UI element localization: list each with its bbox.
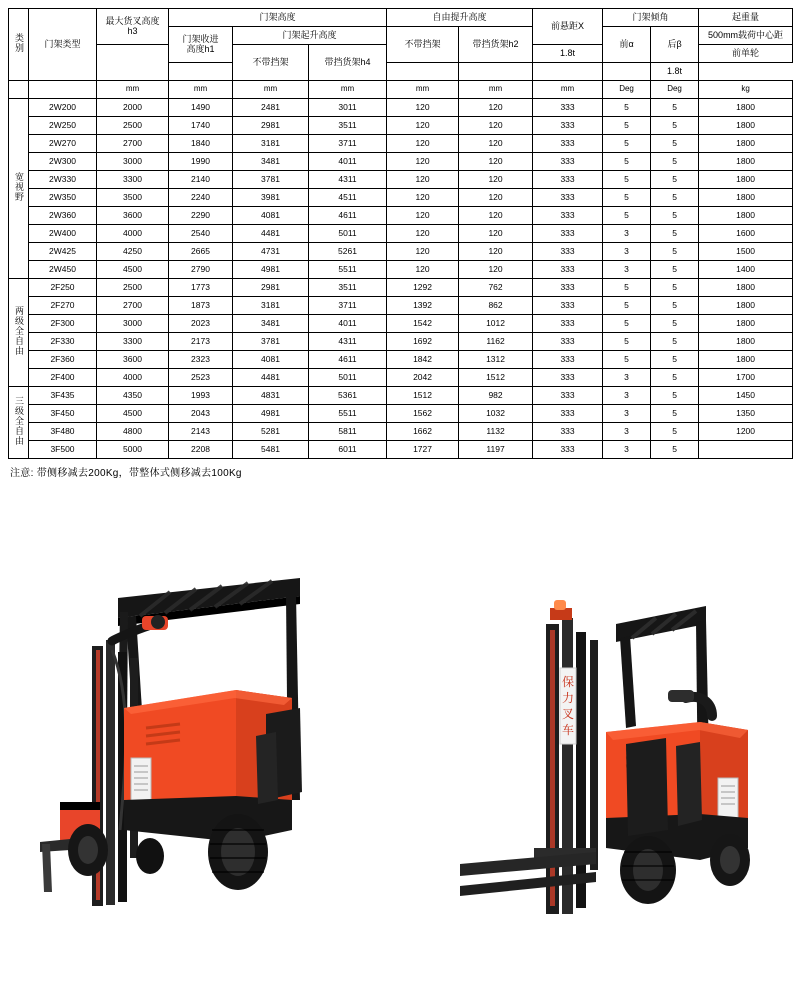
cell-free-no-guard: 1727 — [387, 441, 459, 459]
th-capacity-load-center: 500mm载荷中心距 — [699, 27, 793, 45]
cell-free-with-guard: 120 — [459, 153, 533, 171]
cell-h3: 3000 — [97, 153, 169, 171]
cell-capacity: 1800 — [699, 333, 793, 351]
cell-free-with-guard: 120 — [459, 243, 533, 261]
cell-h1: 2143 — [169, 423, 233, 441]
cell-h1: 2208 — [169, 441, 233, 459]
cell-mast-type: 2W270 — [29, 135, 97, 153]
cell-h3: 4350 — [97, 387, 169, 405]
units-row — [9, 81, 793, 99]
cell-lift-no-guard: 2481 — [233, 99, 309, 117]
cell-tilt-back: 5 — [651, 117, 699, 135]
cell-capacity: 1800 — [699, 279, 793, 297]
cell-tilt-front: 5 — [603, 207, 651, 225]
cell-free-no-guard: 1692 — [387, 333, 459, 351]
cell-tilt-back: 5 — [651, 297, 699, 315]
cell-tilt-front: 5 — [603, 333, 651, 351]
cell-lift-with-guard: 3711 — [309, 135, 387, 153]
cell-h1: 1773 — [169, 279, 233, 297]
table-row — [9, 369, 793, 387]
cell-mast-type: 2F330 — [29, 333, 97, 351]
cell-tilt-front: 5 — [603, 99, 651, 117]
table-row — [9, 387, 793, 405]
cell-free-no-guard: 120 — [387, 207, 459, 225]
unit-lift-with-guard: mm — [309, 81, 387, 99]
cell-h3: 3000 — [97, 315, 169, 333]
cell-lift-no-guard: 4481 — [233, 369, 309, 387]
cell-tilt-back: 5 — [651, 387, 699, 405]
cell-tilt-front: 5 — [603, 153, 651, 171]
cell-tilt-front: 3 — [603, 387, 651, 405]
cell-lift-with-guard: 5011 — [309, 369, 387, 387]
cell-h1: 2790 — [169, 261, 233, 279]
cell-tilt-front: 3 — [603, 423, 651, 441]
cell-h1: 2023 — [169, 315, 233, 333]
cell-overhang: 333 — [533, 387, 603, 405]
cell-h3: 4000 — [97, 369, 169, 387]
cell-lift-no-guard: 4081 — [233, 351, 309, 369]
cell-tilt-back: 5 — [651, 333, 699, 351]
cell-lift-no-guard: 4481 — [233, 225, 309, 243]
cell-lift-no-guard: 3781 — [233, 333, 309, 351]
cell-free-with-guard: 1162 — [459, 333, 533, 351]
cell-overhang: 333 — [533, 423, 603, 441]
table-row — [9, 315, 793, 333]
cell-lift-no-guard: 3781 — [233, 171, 309, 189]
cell-capacity: 1800 — [699, 189, 793, 207]
unit-category — [9, 81, 29, 99]
cell-tilt-back: 5 — [651, 351, 699, 369]
th-tilt-spacer-1 — [533, 63, 603, 81]
cell-h3: 2000 — [97, 99, 169, 117]
cell-lift-with-guard: 5361 — [309, 387, 387, 405]
cell-lift-with-guard: 3511 — [309, 117, 387, 135]
cell-mast-type: 2F360 — [29, 351, 97, 369]
cell-capacity — [699, 441, 793, 459]
cell-tilt-back: 5 — [651, 441, 699, 459]
svg-text:车: 车 — [561, 723, 575, 737]
cell-free-with-guard: 1512 — [459, 369, 533, 387]
table-row — [9, 405, 793, 423]
cell-free-with-guard: 120 — [459, 171, 533, 189]
cell-lift-no-guard: 3181 — [233, 135, 309, 153]
cell-overhang: 333 — [533, 369, 603, 387]
cell-tilt-front: 5 — [603, 315, 651, 333]
cell-tilt-back: 5 — [651, 279, 699, 297]
table-row — [9, 171, 793, 189]
cell-lift-no-guard: 4081 — [233, 207, 309, 225]
cell-mast-type: 3F500 — [29, 441, 97, 459]
th-free-lift-spacer-2 — [387, 63, 459, 81]
cell-free-no-guard: 120 — [387, 189, 459, 207]
cell-tilt-back: 5 — [651, 261, 699, 279]
cell-h3: 4250 — [97, 243, 169, 261]
cell-capacity: 1800 — [699, 135, 793, 153]
th-front-overhang-weight: 1.8t — [533, 45, 603, 63]
cell-capacity: 1800 — [699, 297, 793, 315]
cell-h3: 2700 — [97, 297, 169, 315]
cell-capacity: 1800 — [699, 351, 793, 369]
cell-h3: 3300 — [97, 171, 169, 189]
cell-mast-type: 3F480 — [29, 423, 97, 441]
table-head — [9, 9, 793, 99]
cell-h3: 4000 — [97, 225, 169, 243]
cell-lift-with-guard: 3511 — [309, 279, 387, 297]
cell-h3: 2500 — [97, 117, 169, 135]
cell-tilt-back: 5 — [651, 153, 699, 171]
cell-lift-with-guard: 5261 — [309, 243, 387, 261]
cell-h1: 1873 — [169, 297, 233, 315]
unit-tilt-back: Deg — [651, 81, 699, 99]
cell-free-no-guard: 120 — [387, 135, 459, 153]
table-row — [9, 297, 793, 315]
table-row — [9, 351, 793, 369]
cell-lift-no-guard: 4731 — [233, 243, 309, 261]
cell-overhang: 333 — [533, 225, 603, 243]
cell-h1: 2240 — [169, 189, 233, 207]
cell-free-no-guard: 120 — [387, 243, 459, 261]
cell-capacity: 1350 — [699, 405, 793, 423]
cell-mast-type: 2F400 — [29, 369, 97, 387]
cell-free-no-guard: 1542 — [387, 315, 459, 333]
forklift-photo-right — [400, 500, 800, 981]
cell-overhang: 333 — [533, 279, 603, 297]
cell-mast-type: 2W360 — [29, 207, 97, 225]
unit-free-no-guard: mm — [387, 81, 459, 99]
cell-mast-type: 2W200 — [29, 99, 97, 117]
cell-capacity: 1800 — [699, 153, 793, 171]
cell-mast-type: 3F435 — [29, 387, 97, 405]
cell-capacity: 1200 — [699, 423, 793, 441]
cell-free-no-guard: 120 — [387, 99, 459, 117]
table-row — [9, 207, 793, 225]
cell-overhang: 333 — [533, 153, 603, 171]
operator-compartment-right — [626, 738, 702, 836]
cell-h1: 1740 — [169, 117, 233, 135]
cell-mast-type: 2W250 — [29, 117, 97, 135]
table-row — [9, 261, 793, 279]
cell-lift-no-guard: 5481 — [233, 441, 309, 459]
cell-lift-no-guard: 2981 — [233, 279, 309, 297]
cell-lift-with-guard: 4311 — [309, 333, 387, 351]
cell-capacity: 1800 — [699, 315, 793, 333]
th-group-capacity: 起重量 — [699, 9, 793, 27]
unit-h3: mm — [97, 81, 169, 99]
cell-tilt-back: 5 — [651, 225, 699, 243]
cell-overhang: 333 — [533, 315, 603, 333]
cell-capacity: 1700 — [699, 369, 793, 387]
cell-capacity: 1800 — [699, 171, 793, 189]
cell-free-no-guard: 1842 — [387, 351, 459, 369]
cell-free-no-guard: 1392 — [387, 297, 459, 315]
cell-lift-with-guard: 5011 — [309, 225, 387, 243]
cell-tilt-front: 3 — [603, 369, 651, 387]
cell-overhang: 333 — [533, 135, 603, 153]
cell-tilt-front: 5 — [603, 117, 651, 135]
product-photos — [0, 500, 800, 981]
cell-overhang: 333 — [533, 441, 603, 459]
cell-free-with-guard: 120 — [459, 99, 533, 117]
cell-capacity: 1400 — [699, 261, 793, 279]
group-label-three-stage-full-free: 三级全自由 — [9, 387, 29, 459]
cell-tilt-back: 5 — [651, 207, 699, 225]
forklift-left-illustration — [0, 500, 400, 981]
cell-h3: 3500 — [97, 189, 169, 207]
table-row — [9, 279, 793, 297]
cell-lift-no-guard: 4981 — [233, 261, 309, 279]
cell-lift-with-guard: 4011 — [309, 153, 387, 171]
cell-lift-no-guard: 3981 — [233, 189, 309, 207]
cell-free-with-guard: 120 — [459, 261, 533, 279]
th-group-mast-height: 门架高度 — [169, 9, 387, 27]
cell-free-no-guard: 1512 — [387, 387, 459, 405]
th-lift-with-guard: 带挡货架h4 — [309, 45, 387, 81]
cell-tilt-front: 5 — [603, 171, 651, 189]
cell-lift-with-guard: 4011 — [309, 315, 387, 333]
th-free-no-guard: 不带挡架 — [387, 27, 459, 63]
th-max-fork-height: 最大货叉高度 h3 — [97, 9, 169, 45]
cell-overhang: 333 — [533, 297, 603, 315]
cell-lift-with-guard: 3711 — [309, 297, 387, 315]
th-group-mast-lift-height: 门架起升高度 — [233, 27, 387, 45]
cell-lift-with-guard: 4611 — [309, 351, 387, 369]
cell-tilt-back: 5 — [651, 423, 699, 441]
cell-free-with-guard: 862 — [459, 297, 533, 315]
table-row — [9, 153, 793, 171]
cell-h3: 2700 — [97, 135, 169, 153]
cell-tilt-back: 5 — [651, 243, 699, 261]
unit-lift-no-guard: mm — [233, 81, 309, 99]
cell-lift-no-guard: 3481 — [233, 315, 309, 333]
forklift-right-illustration — [400, 500, 800, 981]
th-lift-no-guard: 不带挡架 — [233, 45, 309, 81]
header-row-1 — [9, 9, 793, 27]
cell-capacity: 1800 — [699, 117, 793, 135]
spec-table-container — [0, 0, 800, 479]
cell-free-no-guard: 2042 — [387, 369, 459, 387]
cell-free-no-guard: 120 — [387, 117, 459, 135]
cell-mast-type: 2F250 — [29, 279, 97, 297]
cell-h1: 2173 — [169, 333, 233, 351]
unit-free-with-guard: mm — [459, 81, 533, 99]
th-group-front-overhang: 前悬距X — [533, 9, 603, 45]
table-row — [9, 135, 793, 153]
cell-free-with-guard: 1312 — [459, 351, 533, 369]
cell-lift-no-guard: 2981 — [233, 117, 309, 135]
cell-mast-type: 2W350 — [29, 189, 97, 207]
cell-tilt-front: 3 — [603, 261, 651, 279]
th-tilt-back: 后β — [651, 27, 699, 63]
cell-capacity: 1600 — [699, 225, 793, 243]
cell-lift-with-guard: 4511 — [309, 189, 387, 207]
unit-capacity: kg — [699, 81, 793, 99]
th-free-lift-spacer-1 — [169, 63, 233, 81]
cell-h1: 1490 — [169, 99, 233, 117]
table-row — [9, 189, 793, 207]
cell-capacity: 1800 — [699, 99, 793, 117]
cell-capacity: 1800 — [699, 207, 793, 225]
cell-free-with-guard: 120 — [459, 117, 533, 135]
cell-tilt-front: 3 — [603, 405, 651, 423]
cell-lift-with-guard: 4311 — [309, 171, 387, 189]
cell-free-with-guard: 982 — [459, 387, 533, 405]
th-front-overhang-spacer — [459, 63, 533, 81]
cell-h1: 2323 — [169, 351, 233, 369]
cell-h3: 4800 — [97, 423, 169, 441]
cell-tilt-front: 5 — [603, 279, 651, 297]
svg-text:保: 保 — [561, 675, 575, 689]
cell-free-with-guard: 1132 — [459, 423, 533, 441]
cell-free-no-guard: 1562 — [387, 405, 459, 423]
cell-h1: 1840 — [169, 135, 233, 153]
cell-lift-no-guard: 3181 — [233, 297, 309, 315]
th-capacity-weight: 1.8t — [651, 63, 699, 81]
cell-lift-no-guard: 4831 — [233, 387, 309, 405]
cell-free-with-guard: 1012 — [459, 315, 533, 333]
cell-lift-with-guard: 4611 — [309, 207, 387, 225]
cell-mast-type: 2W330 — [29, 171, 97, 189]
cell-free-with-guard: 1197 — [459, 441, 533, 459]
table-note: 注意: 带侧移减去200Kg，带整体式侧移减去100Kg — [10, 468, 242, 479]
cell-tilt-back: 5 — [651, 135, 699, 153]
cell-mast-type: 2F270 — [29, 297, 97, 315]
th-group-free-lift: 自由提升高度 — [387, 9, 533, 27]
cell-mast-type: 2W450 — [29, 261, 97, 279]
table-row — [9, 441, 793, 459]
cell-h3: 3600 — [97, 351, 169, 369]
th-free-with-guard: 带挡货架h2 — [459, 27, 533, 63]
cell-mast-type: 2W300 — [29, 153, 97, 171]
cell-overhang: 333 — [533, 117, 603, 135]
cell-tilt-front: 5 — [603, 351, 651, 369]
cell-overhang: 333 — [533, 243, 603, 261]
group-label-wide-view: 宽视野 — [9, 99, 29, 279]
cell-tilt-front: 5 — [603, 189, 651, 207]
th-max-fork-height-spacer — [97, 45, 169, 81]
cell-tilt-back: 5 — [651, 99, 699, 117]
cell-h3: 2500 — [97, 279, 169, 297]
cell-overhang: 333 — [533, 189, 603, 207]
cell-h3: 5000 — [97, 441, 169, 459]
cell-tilt-front: 3 — [603, 243, 651, 261]
cell-free-no-guard: 120 — [387, 171, 459, 189]
cell-h1: 2290 — [169, 207, 233, 225]
unit-tilt-front: Deg — [603, 81, 651, 99]
unit-overhang: mm — [533, 81, 603, 99]
cell-lift-with-guard: 3011 — [309, 99, 387, 117]
cell-free-with-guard: 120 — [459, 207, 533, 225]
cell-h3: 3600 — [97, 207, 169, 225]
svg-text:力: 力 — [561, 691, 575, 705]
cell-tilt-front: 3 — [603, 441, 651, 459]
cell-h3: 3300 — [97, 333, 169, 351]
table-row — [9, 333, 793, 351]
cell-free-with-guard: 1032 — [459, 405, 533, 423]
cell-h1: 2043 — [169, 405, 233, 423]
cell-overhang: 333 — [533, 405, 603, 423]
cell-tilt-back: 5 — [651, 405, 699, 423]
cell-free-no-guard: 1662 — [387, 423, 459, 441]
cell-h1: 2523 — [169, 369, 233, 387]
table-row — [9, 99, 793, 117]
table-row — [9, 225, 793, 243]
cell-h1: 2540 — [169, 225, 233, 243]
cell-h1: 1993 — [169, 387, 233, 405]
cell-tilt-back: 5 — [651, 189, 699, 207]
th-mast-type: 门架类型 — [29, 9, 97, 81]
cell-tilt-back: 5 — [651, 171, 699, 189]
cell-free-with-guard: 120 — [459, 189, 533, 207]
cell-tilt-front: 5 — [603, 297, 651, 315]
cell-h3: 4500 — [97, 261, 169, 279]
cell-mast-type: 2F300 — [29, 315, 97, 333]
cell-free-no-guard: 120 — [387, 261, 459, 279]
cell-overhang: 333 — [533, 261, 603, 279]
cell-free-with-guard: 120 — [459, 135, 533, 153]
group-label-two-stage-full-free: 两级全自由 — [9, 279, 29, 387]
cell-capacity: 1450 — [699, 387, 793, 405]
th-capacity-front-wheel: 前单轮 — [699, 45, 793, 63]
cell-h1: 1990 — [169, 153, 233, 171]
cell-tilt-front: 3 — [603, 225, 651, 243]
cell-lift-with-guard: 6011 — [309, 441, 387, 459]
cell-lift-no-guard: 4981 — [233, 405, 309, 423]
th-tilt-spacer-2 — [603, 63, 651, 81]
cell-mast-type: 2W425 — [29, 243, 97, 261]
table-row — [9, 423, 793, 441]
cell-mast-type: 3F450 — [29, 405, 97, 423]
cell-overhang: 333 — [533, 351, 603, 369]
th-tilt-front: 前α — [603, 27, 651, 63]
forklift-photo-left — [0, 500, 400, 981]
svg-text:叉: 叉 — [561, 707, 575, 721]
table-row — [9, 117, 793, 135]
unit-mast-type — [29, 81, 97, 99]
cell-lift-with-guard: 5511 — [309, 261, 387, 279]
cell-lift-with-guard: 5811 — [309, 423, 387, 441]
cell-free-no-guard: 120 — [387, 225, 459, 243]
cell-free-no-guard: 1292 — [387, 279, 459, 297]
cell-tilt-back: 5 — [651, 315, 699, 333]
cell-overhang: 333 — [533, 207, 603, 225]
cell-free-with-guard: 120 — [459, 225, 533, 243]
unit-h1: mm — [169, 81, 233, 99]
cell-free-no-guard: 120 — [387, 153, 459, 171]
th-group-mast-tilt: 门架倾角 — [603, 9, 699, 27]
spec-table — [8, 8, 793, 459]
cell-capacity: 1500 — [699, 243, 793, 261]
cell-h1: 2665 — [169, 243, 233, 261]
cell-overhang: 333 — [533, 171, 603, 189]
cell-tilt-back: 5 — [651, 369, 699, 387]
cell-mast-type: 2W400 — [29, 225, 97, 243]
th-mast-lowered: 门架收进 高度h1 — [169, 27, 233, 63]
cell-free-with-guard: 762 — [459, 279, 533, 297]
cell-lift-no-guard: 3481 — [233, 153, 309, 171]
cell-lift-no-guard: 5281 — [233, 423, 309, 441]
table-body — [9, 99, 793, 459]
table-row — [9, 243, 793, 261]
cell-tilt-front: 5 — [603, 135, 651, 153]
cell-h1: 2140 — [169, 171, 233, 189]
cell-h3: 4500 — [97, 405, 169, 423]
th-category: 类别 — [9, 9, 29, 81]
cell-overhang: 333 — [533, 333, 603, 351]
cell-overhang: 333 — [533, 99, 603, 117]
cell-lift-with-guard: 5511 — [309, 405, 387, 423]
